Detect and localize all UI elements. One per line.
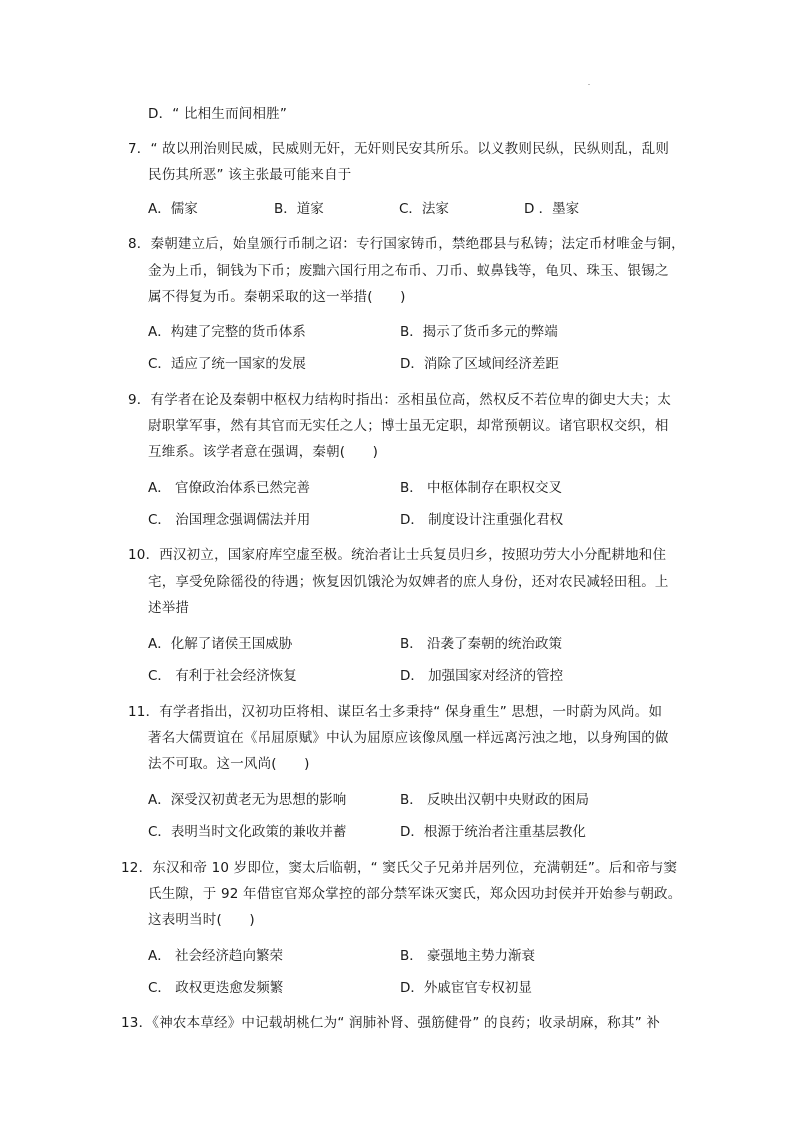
q9-option-c: C． 治国理念强调儒法并用 bbox=[148, 512, 311, 528]
q12-option-a: A． 社会经济趋向繁荣 bbox=[148, 948, 284, 964]
q10-option-d: D． 加强国家对经济的管控 bbox=[400, 668, 564, 684]
q7-option-a: A．儒家 bbox=[148, 201, 198, 217]
q10-line-2: 宅，享受免除徭役的待遇；恢复因饥饿沦为奴婢者的庶人身份，还对农民减轻田租。上 bbox=[148, 574, 669, 590]
q7-option-b: B．道家 bbox=[274, 201, 324, 217]
q11-option-b: B． 反映出汉朝中央财政的困局 bbox=[400, 792, 590, 808]
q12-option-c: C． 政权更迭愈发频繁 bbox=[148, 980, 284, 996]
q7-line-2: 民伤其所恶” 该主张最可能来自于 bbox=[148, 167, 352, 183]
q10-line-1: 10．西汉初立，国家府库空虚至极。统治者让士兵复员归乡，按照功劳大小分配耕地和住 bbox=[128, 547, 667, 563]
q8-line-3: 属不得复为币。秦朝采取的这一举措( ) bbox=[148, 289, 406, 305]
q11-line-2: 著名大儒贾谊在《吊屈原赋》中认为屈原应该像凤凰一样远离污浊之地，以身殉国的做 bbox=[148, 730, 669, 746]
q9-line-2: 尉职掌军事，然有其官而无实任之人；博士虽无定职，却常预朝议。诸官职权交织，相 bbox=[148, 418, 669, 434]
q8-line-2: 金为上币，铜钱为下币；废黜六国行用之布币、刀币、蚁鼻钱等，龟贝、珠玉、银锡之 bbox=[148, 263, 669, 279]
scan-speck bbox=[588, 84, 590, 85]
q9-line-1: 9．有学者在论及秦朝中枢权力结构时指出：丞相虽位高，然权反不若位卑的御史大夫；太 bbox=[128, 392, 672, 408]
q9-option-a: A． 官僚政治体系已然完善 bbox=[148, 480, 311, 496]
q9-option-b: B． 中枢体制存在职权交叉 bbox=[400, 480, 563, 496]
q11-option-c: C．表明当时文化政策的兼收并蓄 bbox=[148, 824, 347, 840]
q8-option-b: B．揭示了货币多元的弊端 bbox=[400, 324, 558, 340]
q8-line-1: 8．秦朝建立后，始皇颁行币制之诏：专行国家铸币，禁绝郡县与私铸；法定币材唯金与铜， bbox=[128, 236, 685, 252]
q7-option-c: C．法家 bbox=[399, 201, 449, 217]
q7-line-1: 7．“ 故以刑治则民威，民威则无奸，无奸则民安其所乐。以义教则民纵，民纵则乱，乱则 bbox=[128, 141, 670, 157]
q8-option-d: D．消除了区域间经济差距 bbox=[400, 356, 559, 372]
q6-option-d: D．“ 比相生而间相胜” bbox=[148, 106, 288, 122]
q12-line-1: 12．东汉和帝 10 岁即位，窦太后临朝，“ 窦氏父子兄弟并居列位，充满朝廷”。后和帝与窦 bbox=[121, 860, 678, 876]
q11-line-3: 法不可取。这一风尚( ) bbox=[148, 756, 310, 772]
q8-option-a: A．构建了完整的货币体系 bbox=[148, 324, 306, 340]
q12-option-b: B． 豪强地主势力渐衰 bbox=[400, 948, 536, 964]
q11-option-d: D．根源于统治者注重基层教化 bbox=[400, 824, 586, 840]
q9-option-d: D． 制度设计注重强化君权 bbox=[400, 512, 564, 528]
q10-option-b: B． 沿袭了秦朝的统治政策 bbox=[400, 636, 563, 652]
q9-line-3: 互维系。该学者意在强调，秦朝( ) bbox=[148, 444, 379, 460]
q12-option-d: D．外戚宦官专权初显 bbox=[400, 980, 532, 996]
q7-option-d: D ．墨家 bbox=[524, 201, 580, 217]
q11-line-1: 11．有学者指出，汉初功臣将相、谋臣名士多秉持“ 保身重生” 思想，一时蔚为风尚。如 bbox=[128, 704, 663, 720]
q8-option-c: C．适应了统一国家的发展 bbox=[148, 356, 306, 372]
q10-option-a: A．化解了诸侯王国威胁 bbox=[148, 636, 293, 652]
q10-line-3: 述举措 bbox=[148, 600, 190, 616]
q12-line-2: 氏生隙，于 92 年借宦官郑众掌控的部分禁军诛灭窦氏，郑众因功封侯并开始参与朝政。 bbox=[148, 886, 682, 902]
q10-option-c: C． 有利于社会经济恢复 bbox=[148, 668, 297, 684]
q12-line-3: 这表明当时( ) bbox=[148, 912, 255, 928]
q13-line-1: 13．《神农本草经》中记载胡桃仁为“ 润肺补肾、强筋健骨” 的良药；收录胡麻，称其” 补 bbox=[121, 1015, 661, 1031]
q11-option-a: A．深受汉初黄老无为思想的影响 bbox=[148, 792, 347, 808]
